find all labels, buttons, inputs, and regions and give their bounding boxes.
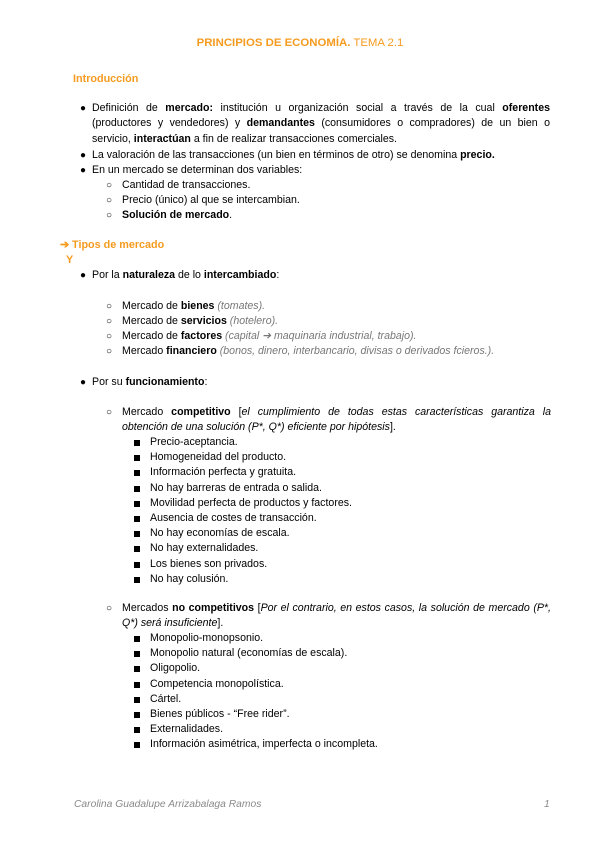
text: [	[254, 602, 261, 614]
term-oferentes: oferentes	[502, 102, 550, 114]
list-item: Homogeneidad del producto.	[150, 451, 287, 464]
no-competitivo-heading	[122, 601, 551, 632]
stray-letter: Y	[66, 254, 74, 266]
list-item: Precio-aceptancia.	[150, 436, 238, 448]
sub-item: Precio (único) al que se intercambian.	[122, 194, 300, 206]
list-item: Información perfecta y gratuita.	[150, 466, 297, 479]
bullet-square	[134, 562, 140, 568]
bullet-square	[134, 470, 140, 476]
text: Mercado	[122, 406, 172, 418]
list-item: Ausencia de costes de transacción.	[150, 512, 317, 524]
term-no-competitivos: no competitivos	[172, 602, 255, 614]
text: (consumidores o compradores) de un bien o servicio,	[92, 117, 550, 145]
term: factores	[180, 330, 223, 342]
naturaleza-item	[122, 344, 494, 359]
text: de lo	[175, 269, 204, 281]
text: Mercado de	[122, 315, 181, 327]
bullet-square	[134, 501, 140, 507]
term: financiero	[166, 345, 217, 357]
bullet-square	[134, 577, 140, 583]
section-heading-introduccion: Introducción	[73, 73, 139, 85]
bullet-square	[134, 712, 140, 718]
bullet-circle: ○	[106, 316, 113, 327]
text: Mercado de	[122, 300, 181, 312]
naturaleza-item	[122, 314, 278, 329]
term-solucion: Solución de mercado	[122, 209, 230, 221]
bullet-dot: ●	[79, 103, 87, 114]
text: .	[229, 209, 233, 221]
text: Mercados	[122, 602, 173, 614]
example: (bonos, dinero, interbancario, divisas o derivados fcieros.).	[216, 345, 495, 357]
bullet-square	[134, 546, 140, 552]
list-item: Los bienes son privados.	[150, 557, 268, 570]
term: servicios	[180, 315, 227, 327]
text: La valoración de las transacciones (un bien en términos de otro) se denomina	[92, 149, 461, 161]
bullet-square	[134, 682, 140, 688]
text: ].	[217, 617, 224, 630]
list-item: Información asimétrica, imperfecta o incompleta.	[150, 738, 378, 751]
funcionamiento-heading	[92, 375, 207, 390]
term: bienes	[180, 300, 215, 312]
title-tema: TEMA 2.1	[350, 37, 404, 49]
text: Mercado de	[122, 330, 181, 342]
bullet-square	[134, 742, 140, 748]
text: institución u organización social a través de la cual	[212, 102, 503, 114]
example: (capital ➔ maquinaria industrial, trabajo).	[222, 330, 417, 342]
bullet-square	[134, 636, 140, 642]
bullet-circle: ○	[106, 210, 113, 221]
text: :	[204, 376, 208, 388]
bullet-square	[134, 455, 140, 461]
bullet-circle: ○	[106, 407, 113, 418]
bullet-circle: ○	[106, 603, 113, 614]
bullet-square	[134, 666, 140, 672]
intro-precio	[92, 148, 552, 163]
term-demandantes: demandantes	[246, 117, 315, 130]
term-precio: precio.	[460, 149, 495, 161]
list-item: Movilidad perfecta de productos y factores.	[150, 496, 352, 509]
naturaleza-heading	[92, 268, 279, 283]
bullet-square	[134, 727, 140, 733]
section-heading-tipos: ➔ Tipos de mercado	[60, 239, 165, 251]
bullet-circle: ○	[106, 180, 113, 191]
term-intercambiado: intercambiado	[203, 269, 277, 281]
list-item: Competencia monopolística.	[150, 677, 284, 690]
list-item: Monopolio-monopsonio.	[150, 632, 264, 644]
bullet-circle: ○	[106, 346, 113, 357]
text: Por la	[92, 269, 123, 281]
text: (productores y vendedores) y	[92, 117, 247, 130]
list-item: Externalidades.	[150, 723, 224, 736]
term-interactuan: interactúan	[133, 132, 191, 145]
bullet-square	[134, 440, 140, 446]
bullet-dot: ●	[79, 150, 87, 161]
bullet-dot: ●	[79, 270, 87, 281]
bullet-square	[134, 516, 140, 522]
naturaleza-item	[122, 329, 416, 344]
term-competitivo: competitivo	[171, 406, 231, 418]
bullet-dot: ●	[79, 377, 87, 388]
example: (tomates).	[214, 300, 266, 312]
text: :	[276, 269, 280, 281]
note: el cumplimiento de todas estas características garantiza la obtención de una solución (P*, Q*) eficiente por hipótesis	[122, 406, 551, 434]
list-item: Oligopolio.	[150, 662, 201, 675]
bullet-square	[134, 697, 140, 703]
page-title	[0, 36, 600, 51]
list-item: No hay externalidades.	[150, 542, 259, 555]
list-item: No hay barreras de entrada o salida.	[150, 481, 322, 494]
list-item: Monopolio natural (economías de escala).	[150, 647, 348, 660]
list-item: Cártel.	[150, 692, 182, 705]
term-funcionamiento: funcionamiento	[125, 376, 205, 388]
bullet-dot: ●	[79, 165, 87, 176]
naturaleza-item	[122, 299, 265, 314]
text: [	[230, 406, 242, 418]
example: (hotelero).	[226, 315, 279, 327]
title-main: PRINCIPIOS DE ECONOMÍA.	[196, 37, 351, 49]
term-mercado: mercado:	[165, 102, 213, 114]
bullet-square	[134, 531, 140, 537]
sub-item: Cantidad de transacciones.	[122, 179, 251, 191]
competitivo-heading	[122, 405, 551, 436]
bullet-circle: ○	[106, 301, 113, 312]
text: Definición de	[92, 102, 166, 114]
list-item: Bienes públicos - “Free rider”.	[150, 708, 290, 720]
intro-definition	[92, 101, 550, 147]
bullet-square	[134, 651, 140, 657]
term-naturaleza: naturaleza	[122, 269, 176, 281]
bullet-square	[134, 486, 140, 492]
bullet-circle: ○	[106, 331, 113, 342]
list-item: No hay economías de escala.	[150, 527, 290, 540]
footer-author: Carolina Guadalupe Arrizabalaga Ramos	[74, 799, 262, 810]
footer-page-number: 1	[544, 799, 550, 810]
text: Por su	[92, 376, 126, 388]
text: a fin de realizar transacciones comerciales.	[190, 132, 397, 145]
intro-variables: En un mercado se determinan dos variables:	[92, 164, 303, 176]
sub-item	[122, 208, 232, 223]
text: ].	[389, 421, 396, 434]
bullet-circle: ○	[106, 195, 113, 206]
list-item: No hay colusión.	[150, 572, 229, 585]
text: Mercado	[122, 345, 167, 357]
note: Por el contrario, en estos casos, la solución de mercado (P*, Q*) será insuficiente	[122, 602, 551, 630]
